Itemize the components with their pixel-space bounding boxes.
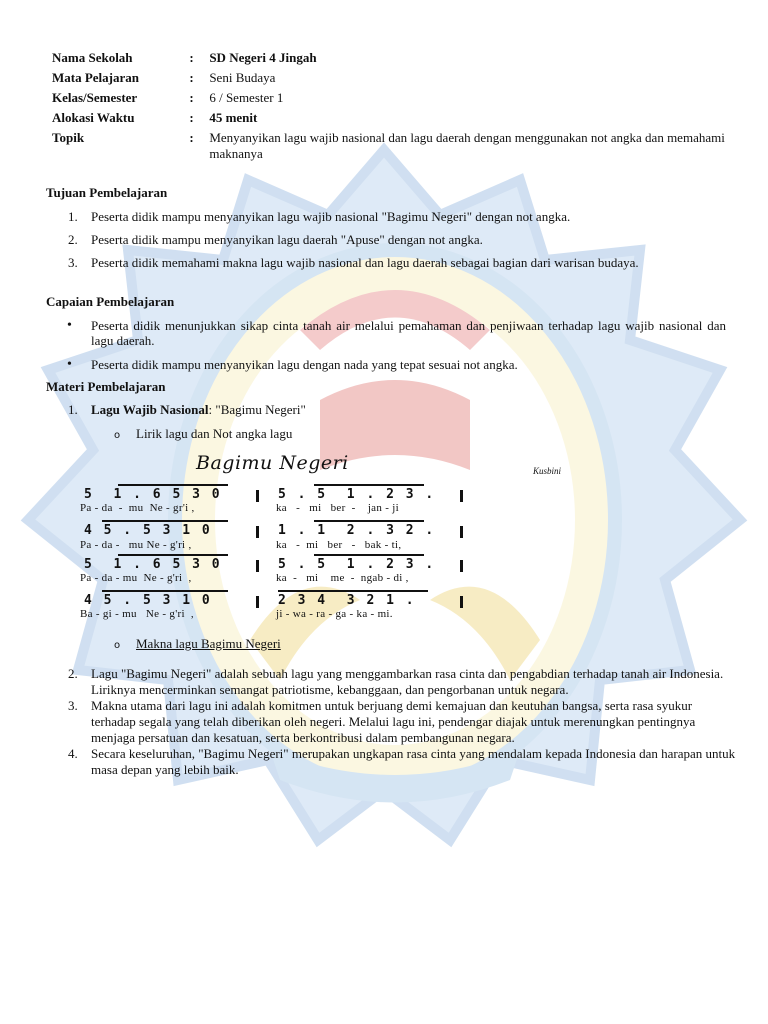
info-row-topic — [52, 130, 752, 162]
circle-bullet-icon: o — [114, 430, 121, 441]
bar-line — [256, 596, 259, 608]
circle-bullet-icon: o — [114, 640, 121, 651]
list-item-text: Makna utama dari lagu ini adalah komitmen untuk berjuang demi kemajuan dan keutuhan bangsa, serta rasa syukur terhadap segala yang telah diberikan oleh negeri. Melalui lagu ini, pendengar diajak untuk merenungkan pentingnya menjaga persatuan dan kesatuan, serta berkontribusi dalam pembangunan negara. — [91, 698, 696, 745]
note-beam — [102, 520, 228, 522]
info-label: Kelas/Semester — [52, 90, 138, 105]
list-item-text: Lagu "Bagimu Negeri" adalah sebuah lagu yang menggambarkan rasa cinta dan pengabdian terhadap tanah air Indonesia. Liriknya mencerminkan semangat patriotisme, kebanggaan, dan pengorbanan untuk negara. — [91, 666, 724, 697]
note-beam — [278, 590, 428, 592]
sub-item-text: Makna lagu Bagimu Negeri — [136, 636, 281, 651]
info-colon: : — [189, 90, 194, 105]
list-item — [46, 318, 726, 348]
list-item — [46, 746, 736, 778]
info-value-subject: Seni Budaya — [209, 70, 276, 85]
note-beam — [314, 484, 424, 486]
bar-line — [256, 490, 259, 502]
list-item-text: Peserta didik mampu menyanyikan lagu daerah "Apuse" dengan not angka. — [91, 232, 483, 247]
materi-list — [46, 666, 736, 778]
sub-item-text: Lirik lagu dan Not angka lagu — [136, 426, 293, 441]
info-colon: : — [189, 70, 194, 85]
notes-row: 1 . 1 2 . 3 2 . — [278, 523, 436, 538]
list-item-text: Peserta didik mampu menyanyikan lagu wajib nasional "Bagimu Negeri" dengan not angka. — [91, 209, 571, 224]
bar-line — [460, 560, 463, 572]
list-item — [46, 232, 726, 247]
notes-row: 5 . 5 1 . 2 3 . — [278, 487, 436, 502]
info-value-time: 45 menit — [209, 110, 258, 125]
sub-item-meaning — [114, 636, 281, 652]
notes-row: 5 1 . 6 5 3 0 — [84, 487, 222, 502]
bar-line — [256, 526, 259, 538]
section-title-capaian: Capaian Pembelajaran — [46, 294, 175, 309]
composer-name: Kusbini — [533, 466, 562, 476]
list-item — [46, 402, 726, 417]
list-item — [46, 357, 726, 372]
info-row-class — [52, 88, 752, 108]
list-item-bold-text: Lagu Wajib Nasional — [91, 402, 209, 417]
tujuan-list — [46, 209, 726, 278]
lyrics-row: Pa - da - mu Ne - g'ri , — [80, 572, 192, 584]
lyrics-row: ka - mi me - ngab - di , — [276, 572, 409, 584]
list-number: 1. — [68, 209, 78, 224]
note-beam — [314, 554, 424, 556]
bar-line — [460, 490, 463, 502]
list-item-text: Peserta didik memahami makna lagu wajib nasional dan lagu daerah sebagai bagian dari warisan budaya. — [91, 255, 639, 270]
list-item-text: Secara keseluruhan, "Bagimu Negeri" merupakan ungkapan rasa cinta yang mendalam kepada Indonesia dan harapan untuk masa depan yang lebih baik. — [91, 746, 736, 777]
info-colon: : — [189, 50, 194, 65]
info-label: Mata Pelajaran — [52, 70, 140, 85]
notes-row: 4 5 . 5 3 1 0 — [84, 523, 212, 538]
list-item — [46, 209, 726, 224]
list-item — [46, 698, 736, 746]
list-item — [46, 666, 736, 698]
info-label: Alokasi Waktu — [52, 110, 135, 125]
note-beam — [314, 520, 424, 522]
bar-line — [256, 560, 259, 572]
section-title-materi: Materi Pembelajaran — [46, 379, 166, 394]
section-title-tujuan: Tujuan Pembelajaran — [46, 185, 168, 200]
list-number: 1. — [68, 402, 78, 417]
sub-item-lyrics — [114, 426, 292, 442]
bullet-icon: • — [67, 357, 72, 372]
info-row-time — [52, 108, 752, 128]
lyrics-row: Ba - gi - mu Ne - g'ri , — [80, 608, 194, 620]
list-number: 2. — [68, 232, 78, 247]
list-number: 2. — [68, 666, 78, 681]
list-item-text: : "Bagimu Negeri" — [208, 402, 306, 417]
list-item-text: Peserta didik mampu menyanyikan lagu dengan nada yang tepat sesuai not angka. — [91, 357, 518, 372]
song-title: Bagimu Negeri — [196, 452, 349, 474]
note-beam — [118, 554, 228, 556]
info-value-school: SD Negeri 4 Jingah — [209, 50, 317, 65]
notes-row: 4 5 . 5 3 1 0 — [84, 593, 212, 608]
note-beam — [118, 484, 228, 486]
bar-line — [460, 596, 463, 608]
materi-item-1 — [46, 402, 726, 425]
list-number: 3. — [68, 698, 78, 713]
lyrics-row: ka - mi ber - jan - ji — [276, 502, 399, 514]
notes-row: 2 3 4 3 2 1 . — [278, 593, 416, 608]
info-row-subject — [52, 68, 752, 88]
info-colon: : — [189, 110, 194, 125]
info-label: Nama Sekolah — [52, 50, 133, 65]
info-label: Topik — [52, 130, 85, 145]
info-row-school — [52, 48, 752, 68]
bar-line — [460, 526, 463, 538]
lyrics-row: ka - mi ber - bak - ti, — [276, 539, 402, 551]
info-colon: : — [189, 130, 194, 145]
notes-row: 5 . 5 1 . 2 3 . — [278, 557, 436, 572]
bullet-icon: • — [67, 318, 72, 333]
notes-row: 5 1 . 6 5 3 0 — [84, 557, 222, 572]
music-sheet — [78, 450, 598, 630]
note-beam — [102, 590, 228, 592]
list-number: 4. — [68, 746, 78, 761]
lyrics-row: Pa - da - mu Ne - gr'i , — [80, 502, 195, 514]
info-value-class: 6 / Semester 1 — [209, 90, 284, 105]
lyrics-row: ji - wa - ra - ga - ka - mi. — [276, 608, 393, 620]
list-item-text: Peserta didik menunjukkan sikap cinta tanah air melalui pemahaman dan penjiwaan terhadap lagu wajib nasional dan lagu daerah. — [91, 318, 726, 348]
capaian-list — [46, 318, 726, 380]
info-table — [52, 48, 752, 162]
info-value-topic: Menyanyikan lagu wajib nasional dan lagu daerah dengan menggunakan not angka dan memahami maknanya — [209, 130, 725, 161]
list-item — [46, 255, 726, 270]
list-number: 3. — [68, 255, 78, 270]
lyrics-row: Pa - da - mu Ne - g'ri , — [80, 539, 192, 551]
